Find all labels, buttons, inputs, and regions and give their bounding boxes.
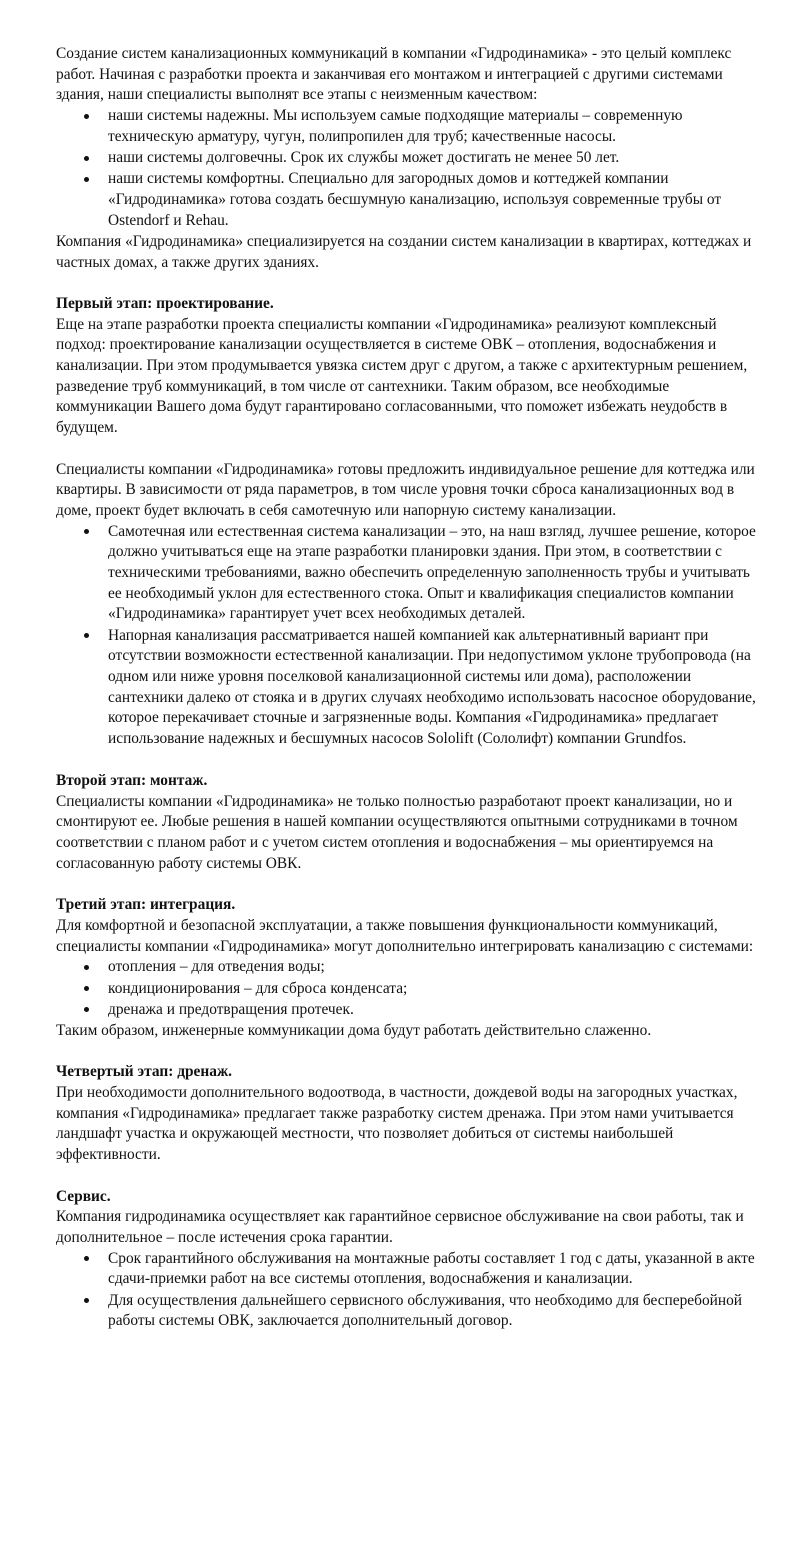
list-item: кондиционирования – для сброса конденсата;: [56, 979, 760, 1000]
list-item: наши системы надежны. Мы используем самые подходящие материалы – современную техническую арматуру, чугун, полипропилен для труб; качественные насосы.: [56, 106, 760, 147]
stage1-paragraph: Специалисты компании «Гидродинамика» готовы предложить индивидуальное решение для коттеджа или квартиры. В зависимости от ряда параметров, в том числе уровня точки сброса канализационных вод в доме, проект будет включать в себя самотечную или напорную систему канализации.: [56, 460, 755, 519]
stage4-heading: Четвертый этап: дренаж.: [56, 1063, 232, 1081]
stage3-closing: Таким образом, инженерные коммуникации дома будут работать действительно слаженно.: [56, 1021, 652, 1039]
stage2-paragraph: Специалисты компании «Гидродинамика» не только полностью разработают проект канализации, но и смонтируют ее. Любые решения в нашей компании осуществляются опытными сотрудниками в точном соответствии с планом работ и с учетом систем отопления и водоснабжения – мы ориентируемся на согласованную работу системы ОВК.: [56, 792, 738, 872]
intro-paragraph: Создание систем канализационных коммуникаций в компании «Гидродинамика» - это целый комплекс работ. Начиная с разработки проекта и заканчивая его монтажом и интеграцией с другими системами здания, наши специалисты выполнят все этапы с неизменным качеством:: [56, 45, 732, 104]
list-item: Для осуществления дальнейшего сервисного обслуживания, что необходимо для бесперебойной работы системы ОВК, заключается дополнительный договор.: [56, 1291, 760, 1332]
intro-section: [56, 44, 760, 273]
stage1-bullet-list: [56, 522, 760, 750]
list-item: Напорная канализация рассматривается нашей компанией как альтернативный вариант при отсутствии возможности естественной канализации. При недопустимом уклоне трубопровода (на одном или ниже уровня поселковой канализационной системы или дома), расположении сантехники далеко от стояка и в других случаях необходимо использовать насосное оборудование, которое перекачивает сточные и загрязненные воды. Компания «Гидродинамика» предлагает использование надежных и бесшумных насосов Sololift (Сололифт) компании Grundfos.: [56, 626, 760, 750]
stage1-section: [56, 294, 760, 750]
stage3-heading: Третий этап: интеграция.: [56, 896, 236, 914]
stage2-heading: Второй этап: монтаж.: [56, 772, 208, 790]
service-section: [56, 1187, 760, 1332]
intro-closing: Компания «Гидродинамика» специализируется на создании систем канализации в квартирах, коттеджах и частных домах, а также других зданиях.: [56, 232, 752, 271]
list-item: наши системы долговечны. Срок их службы может достигать не менее 50 лет.: [56, 148, 760, 169]
list-item: Самотечная или естественная система канализации – это, на наш взгляд, лучшее решение, которое должно учитываться еще на этапе разработки планировки здания. При этом, в соответствии с техническими требованиями, важно обеспечить определенную заполненность трубы и учитывать ее необходимый уклон для естественного стока. Опыт и квалификация специалистов компании «Гидродинамика» гарантирует учет всех необходимых деталей.: [56, 522, 760, 626]
stage3-paragraph: Для комфортной и безопасной эксплуатации, а также повышения функциональности коммуникаций, специалисты компании «Гидродинамика» могут дополнительно интегрировать канализацию с системами:: [56, 916, 754, 955]
list-item: дренажа и предотвращения протечек.: [56, 1000, 760, 1021]
service-bullet-list: [56, 1249, 760, 1332]
stage2-section: [56, 771, 760, 875]
stage4-section: [56, 1062, 760, 1166]
stage4-paragraph: При необходимости дополнительного водоотвода, в частности, дождевой воды на загородных участках, компания «Гидродинамика» предлагает также разработку систем дренажа. При этом нами учитывается ландшафт участка и окружающей местности, что позволяет добиться от системы наибольшей эффективности.: [56, 1084, 738, 1164]
stage1-paragraph: Еще на этапе разработки проекта специалисты компании «Гидродинамика» реализуют комплексный подход: проектирование канализации осуществляется в системе ОВК – отопления, водоснабжения и канализации. При этом продумывается увязка систем друг с другом, а также с архитектурным решением, разведение труб коммуникаций, в том числе от сантехники. Таким образом, все необходимые коммуникации Вашего дома будут гарантировано согласованными, что поможет избежать неудобств в будущем.: [56, 315, 748, 437]
stage1-heading: Первый этап: проектирование.: [56, 294, 274, 312]
list-item: отопления – для отведения воды;: [56, 957, 760, 978]
stage3-section: [56, 895, 760, 1041]
list-item: наши системы комфортны. Специально для загородных домов и коттеджей компании «Гидродинамика» готова создать бесшумную канализацию, используя современные трубы от Ostendorf и Rehau.: [56, 169, 760, 231]
stage3-bullet-list: [56, 957, 760, 1020]
list-item: Срок гарантийного обслуживания на монтажные работы составляет 1 год с даты, указанной в акте сдачи-приемки работ на все системы отопления, водоснабжения и канализации.: [56, 1249, 760, 1290]
intro-bullet-list: [56, 106, 760, 231]
service-paragraph: Компания гидродинамика осуществляет как гарантийное сервисное обслуживание на свои работы, так и дополнительное – после истечения срока гарантии.: [56, 1208, 744, 1246]
service-heading: Сервис.: [56, 1187, 111, 1205]
